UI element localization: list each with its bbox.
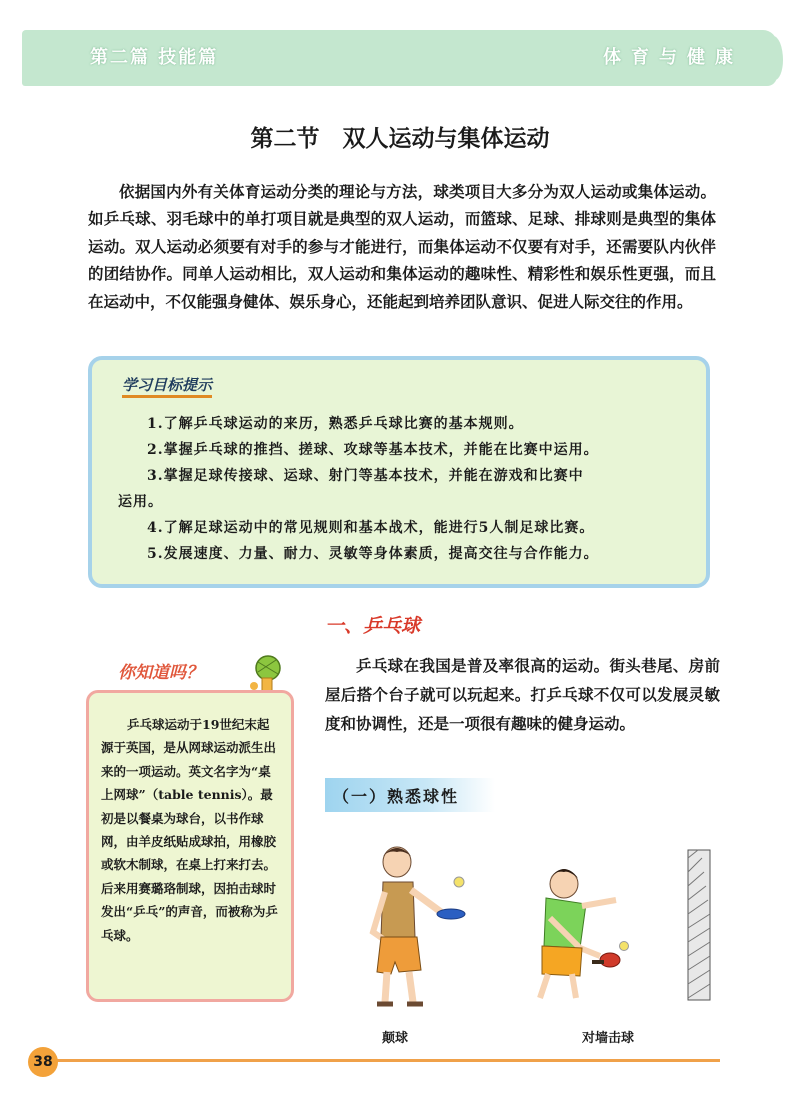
bouncing-ball-illustration <box>365 842 475 1017</box>
goal-item-continued: 运用。 <box>118 494 163 510</box>
page-title: 第二节 双人运动与集体运动 <box>250 126 550 152</box>
caption-wall-hitting: 对墙击球 <box>582 1031 635 1046</box>
wall-hitting-illustration <box>520 848 720 1003</box>
subsection-heading-bar <box>325 778 495 812</box>
intro-paragraph: 依据国内外有关体育运动分类的理论与方法，球类项目大多分为双人运动或集体运动。如乒乓球、羽毛球中的单打项目就是典型的双人运动，而篮球、足球、排球则是典型的集体运动。双人运动必须要有对手的参与才能进行，而集体运动不仅要有对手，还需要队内伙伴的团结协作。同单人运动相比，双人运动和集体运动的趣味性、精彩性和娱乐性更强，而且在运动中，不仅能强身健体、娱乐身心，还能起到培养团队意识、促进人际交往的作用。 <box>88 182 716 311</box>
goal-item: 4.了解足球运动中的常见规则和基本战术，能进行5人制足球比赛。 <box>147 520 595 536</box>
header-book-title: 体育与健康 <box>603 47 743 68</box>
header-torn-edge <box>765 36 783 80</box>
goal-item: 1.了解乒乓球运动的来历，熟悉乒乓球比赛的基本规则。 <box>147 416 524 432</box>
header-section: 第二篇 技能篇 <box>90 47 219 68</box>
learning-goals-label: 学习目标提示 <box>122 376 213 394</box>
did-you-know-title: 你知道吗？ <box>118 663 203 683</box>
page-header <box>22 30 777 86</box>
section-paragraph: 乒乓球在我国是普及率很高的运动。街头巷尾、房前屋后搭个台子就可以玩起来。打乒乓球不仅可以发展灵敏度和协调性，还是一项很有趣味的健身运动。 <box>325 656 720 733</box>
learning-goals-box <box>88 356 710 588</box>
goal-item: 2.掌握乒乓球的推挡、搓球、攻球等基本技术，并能在比赛中运用。 <box>147 442 599 458</box>
did-you-know-box <box>86 690 294 1002</box>
goal-item: 3.掌握足球传接球、运球、射门等基本技术，并能在游戏和比赛中 <box>147 468 584 484</box>
did-you-know-text: 乒乓球运动于19世纪末起源于英国，是从网球运动派生出来的一项运动。英文名字为“桌上网球”（table tennis）。最初是以餐桌为球台，以书作球网，由羊皮纸贴成球拍，用橡胶或软木制球，在桌上打来打去。后来用赛璐珞制球，因拍击球时发出“乒乓”的声音，而被称为乒乓球。 <box>101 717 278 943</box>
section-heading: 一、乒乓球 <box>325 615 421 637</box>
subsection-heading: （一）熟悉球性 <box>333 787 460 806</box>
footer-rule <box>40 1059 720 1062</box>
page-number: 38 <box>28 1047 58 1077</box>
goal-item: 5.发展速度、力量、耐力、灵敏等身体素质，提高交往与合作能力。 <box>147 546 599 562</box>
caption-bouncing: 颠球 <box>382 1031 409 1046</box>
